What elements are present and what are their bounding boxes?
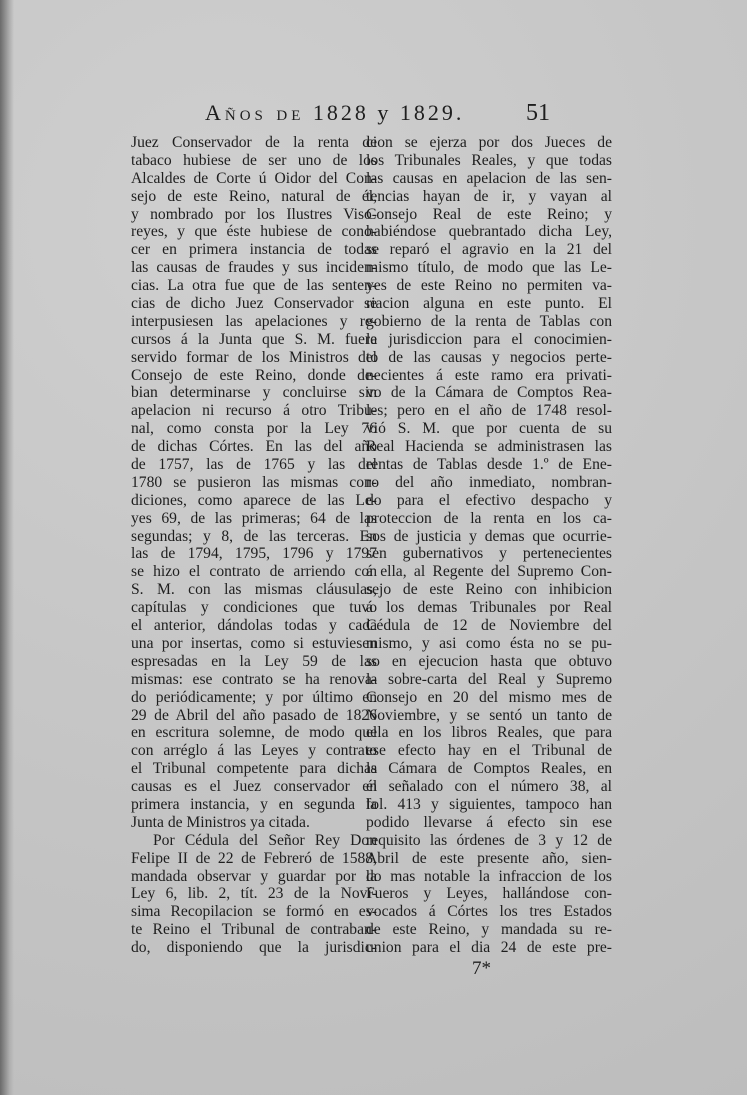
text-line: do mas notable la infraccion de los (366, 867, 612, 885)
text-line: cion se ejerza por dos Jueces de (366, 134, 612, 151)
text-line: diciones, como aparece de las Le- (131, 491, 377, 509)
text-line: Consejo en 20 del mismo mes de (366, 688, 612, 706)
text-line: Fueros y Leyes, hallándose con- (366, 885, 612, 903)
text-line: habiéndose quebrantado dicha Ley, (366, 223, 612, 241)
text-line: primera instancia, y en segunda la (131, 795, 377, 813)
text-line: se reparó el agravio en la 21 del (366, 241, 612, 259)
text-line: las causas en apelacion de las sen- (366, 169, 612, 187)
right-column (366, 134, 612, 957)
text-line: vocados á Córtes los tres Estados (366, 903, 612, 921)
left-column (131, 134, 377, 957)
text-line: á ella, al Regente del Supremo Con- (366, 563, 612, 581)
text-line: ese efecto hay en el Tribunal de (366, 742, 612, 760)
text-line: Consejo de este Reino, donde de- (131, 366, 377, 384)
text-line: proteccion de la renta en los ca- (366, 509, 612, 527)
text-line: necientes á este ramo era privati- (366, 366, 612, 384)
text-line: mismo título, de modo que las Le- (366, 259, 612, 277)
text-line: les; pero en el año de 1748 resol- (366, 402, 612, 420)
text-line: se hizo el contrato de arriendo con (131, 563, 377, 581)
text-line: espresadas en la Ley 59 de las (131, 652, 377, 670)
text-line: podido llevarse á efecto sin ese (366, 813, 612, 831)
text-line: do, disponiendo que la jurisdic- (131, 939, 377, 957)
header-years: 1828 y 1829. (312, 100, 465, 125)
text-line: ro del año inmediato, nombran- (366, 473, 612, 491)
text-line: sejo de este Reino, natural de él, (131, 187, 377, 205)
text-line: á los demas Tribunales por Real (366, 599, 612, 617)
text-line: Noviembre, y se sentó un tanto de (366, 706, 612, 724)
text-line: cursos á la Junta que S. M. fuere (131, 330, 377, 348)
text-line: sima Recopilacion se formó en es- (131, 903, 377, 921)
text-line: reyes, y que éste hubiese de cono- (131, 223, 377, 241)
text-line: Cédula de 12 de Noviembre del (366, 617, 612, 635)
text-line: sejo de este Reino con inhibicion (366, 581, 612, 599)
text-line: Felipe II de 22 de Febreró de 1588, (131, 849, 377, 867)
text-line: interpusiesen las apelaciones y re- (131, 312, 377, 330)
text-line: apelacion ni recurso á otro Tribu- (131, 402, 377, 420)
text-line: y nombrado por los Ilustres Viso- (131, 205, 377, 223)
text-line: la sobre-carta del Real y Supremo (366, 670, 612, 688)
text-line: 1780 se pusieron las mismas con- (131, 473, 377, 491)
text-line: los Tribunales Reales, y que todas (366, 151, 612, 169)
text-line: yes de este Reino no permiten va- (366, 277, 612, 295)
text-line: requisito las órdenes de 3 y 12 de (366, 831, 612, 849)
text-line: tabaco hubiese de ser uno de los (131, 151, 377, 169)
text-line: ella en los libros Reales, que para (366, 724, 612, 742)
text-line: yes 69, de las primeras; 64 de las (131, 509, 377, 527)
text-line: so en ejecucion hasta que obtuvo (366, 652, 612, 670)
text-line: cias. La otra fue que de las senten- (131, 277, 377, 295)
page-number: 51 (526, 100, 550, 126)
text-line: do periódicamente; y por último en (131, 688, 377, 706)
text-line: riacion alguna en este punto. El (366, 295, 612, 313)
text-line: de 1757, las de 1765 y las del (131, 456, 377, 474)
text-line: S. M. con las mismas cláusulas, (131, 581, 377, 599)
text-line: do para el efectivo despacho y (366, 491, 612, 509)
text-line: capítulas y condiciones que tuvo (131, 599, 377, 617)
text-line: rentas de Tablas desde 1.º de Ene- (366, 456, 612, 474)
text-line: la Cámara de Comptos Reales, en (366, 760, 612, 778)
text-line: to de las causas y negocios perte- (366, 348, 612, 366)
header-title: Años de (205, 100, 305, 125)
text-line: de dichas Córtes. En las del año (131, 438, 377, 456)
text-line: Junta de Ministros ya citada. (131, 813, 310, 831)
text-line: Consejo Real de este Reino; y (366, 205, 612, 223)
text-line: las de 1794, 1795, 1796 y 1797 (131, 545, 377, 563)
text-line: nal, como consta por la Ley 76 (131, 420, 377, 438)
text-line: segundas; y 8, de las terceras. En (131, 527, 377, 545)
page-binding-edge (0, 0, 14, 1095)
text-line: gobierno de la renta de Tablas con (366, 312, 612, 330)
text-line: Juez Conservador de la renta de (131, 134, 377, 151)
text-line: el Tribunal competente para dichas (131, 760, 377, 778)
text-line: las causas de fraudes y sus inciden- (131, 259, 377, 277)
running-header (205, 100, 464, 126)
text-line: mismo, y asi como ésta no se pu- (366, 634, 612, 652)
text-line: 29 de Abril del año pasado de 1826 (131, 706, 377, 724)
text-line: sen gubernativos y pertenecientes (366, 545, 612, 563)
text-line: fol. 413 y siguientes, tampoco han (366, 795, 612, 813)
text-line: bian determinarse y concluirse sin (131, 384, 377, 402)
text-line: vió S. M. que por cuenta de su (366, 420, 612, 438)
text-line: cer en primera instancia de todas (131, 241, 377, 259)
text-line: vo de la Cámara de Comptos Rea- (366, 384, 612, 402)
text-line: causas es el Juez conservador en (131, 778, 377, 796)
text-line: una por insertas, como si estuviesen (131, 634, 377, 652)
text-line: el anterior, dándolas todas y cada (131, 617, 377, 635)
text-line: tencias hayan de ir, y vayan al (366, 187, 612, 205)
text-line: sos de justicia y demas que ocurrie- (366, 527, 612, 545)
text-line: en escritura solemne, de modo que (131, 724, 377, 742)
text-line: Ley 6, lib. 2, tít. 23 de la Noví- (131, 885, 377, 903)
text-line: Abril de este presente año, sien- (366, 849, 612, 867)
text-line: mandada observar y guardar por la (131, 867, 377, 885)
text-line: cias de dicho Juez Conservador se (131, 295, 377, 313)
text-line: Alcaldes de Corte ú Oidor del Con- (131, 169, 377, 187)
text-line: te Reino el Tribunal de contraban- (131, 921, 377, 939)
text-line: la jurisdiccion para el conocimien- (366, 330, 612, 348)
text-line: union para el dia 24 de este pre- (366, 939, 612, 957)
signature-mark: 7* (472, 958, 491, 979)
text-line: con arréglo á las Leyes y contrato (131, 742, 377, 760)
text-line: él señalado con el número 38, al (366, 778, 612, 796)
text-line: servido formar de los Ministros del (131, 348, 377, 366)
text-line: mismas: ese contrato se ha renova- (131, 670, 377, 688)
text-line: Por Cédula del Señor Rey Don (153, 831, 377, 849)
text-line: de este Reino, y mandada su re- (366, 921, 612, 939)
text-line: Real Hacienda se administrasen las (366, 438, 612, 456)
